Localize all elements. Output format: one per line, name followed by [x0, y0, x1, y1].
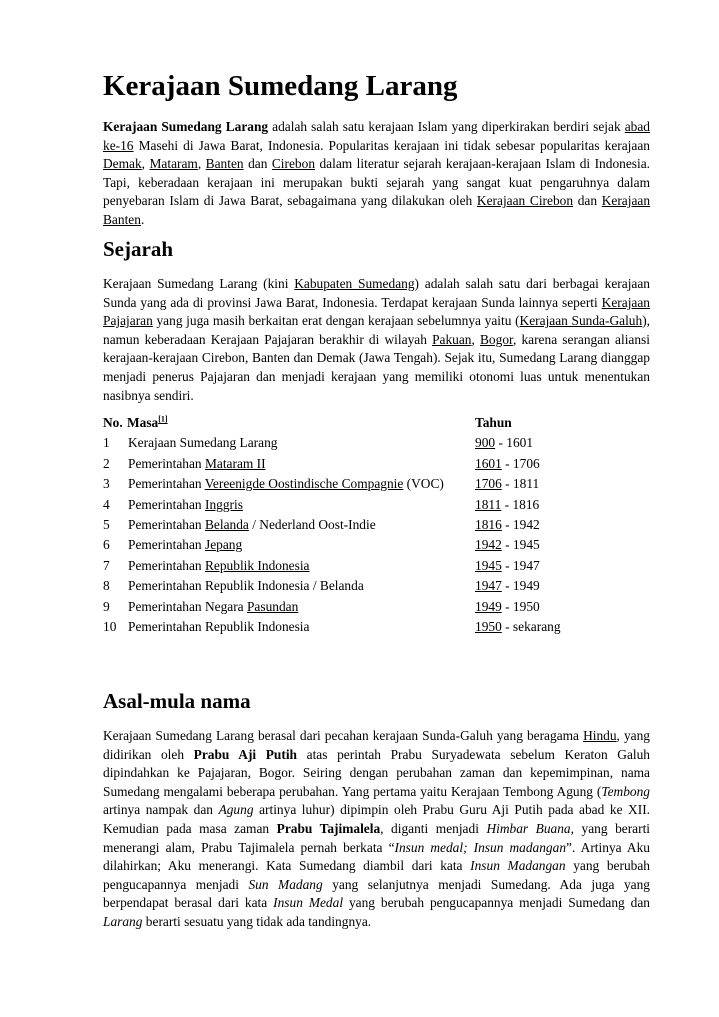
sejarah-paragraph	[103, 275, 650, 405]
sejarah-text: ,	[471, 331, 480, 347]
italic-tembong: Tembong	[601, 783, 650, 799]
heading-sejarah: Sejarah	[103, 237, 173, 261]
row-masa	[128, 535, 242, 555]
row-masa	[128, 576, 364, 596]
link-kerajaan-sunda-galuh[interactable]: Kerajaan Sunda-Galuh	[519, 313, 643, 329]
row-masa	[128, 474, 444, 494]
asal-text: , diganti menjadi	[380, 820, 487, 836]
row-year-link[interactable]: 1811	[475, 496, 502, 512]
italic-agung: Agung	[218, 802, 254, 818]
row-year-end: - 1601	[495, 435, 534, 451]
row-masa-link[interactable]: Mataram II	[204, 455, 266, 471]
row-masa	[128, 433, 277, 453]
row-year-end: - 1950	[501, 598, 540, 614]
row-year-end: - 1945	[501, 537, 540, 553]
row-masa-link[interactable]: Jepang	[204, 537, 243, 553]
row-masa-text: Pemerintahan	[128, 476, 205, 492]
row-tahun	[475, 515, 540, 535]
intro-text: Masehi di Jawa Barat, Indonesia. Popularitas kerajaan ini tidak sebesar popularitas kerajaan	[133, 137, 650, 153]
row-masa-text: Pemerintahan	[128, 496, 205, 512]
asal-text: Kerajaan Sumedang Larang berasal dari pecahan kerajaan Sunda-Galuh yang beragama	[103, 728, 584, 743]
table-row	[103, 515, 663, 535]
row-year-end: - 1942	[501, 516, 540, 532]
row-year-link[interactable]: 1706	[475, 476, 502, 492]
table-row	[103, 556, 663, 576]
link-cirebon[interactable]: Cirebon	[271, 156, 316, 172]
italic-insun-medal: Insun Medal	[273, 895, 344, 911]
italic-larang: Larang	[103, 913, 143, 929]
link-kerajaan-banten[interactable]: Kerajaan Banten	[103, 193, 651, 227]
table-row	[103, 474, 663, 494]
row-masa-text: Pemerintahan	[128, 557, 205, 573]
row-tahun	[475, 495, 539, 515]
row-masa	[128, 617, 309, 637]
link-pakuan[interactable]: Pakuan	[432, 331, 472, 347]
bold-prabu-aji-putih: Prabu Aji Putih	[193, 746, 298, 762]
row-year-link[interactable]: 1949	[475, 598, 502, 614]
asal-text: yang berubah pengucapannya menjadi Sumedang dan	[343, 895, 650, 911]
header-tahun: Tahun	[475, 415, 512, 430]
link-demak[interactable]: Demak	[103, 156, 142, 172]
asal-text: yang selanjutnya menjadi Sumedang. Ada juga yang berpendapat berasal dari kata	[103, 876, 650, 911]
row-masa-suffix: (VOC)	[403, 476, 444, 492]
header-no: No.	[103, 415, 123, 430]
intro-bold-name: Kerajaan Sumedang Larang	[103, 119, 269, 134]
heading-asal-mula-nama: Asal-mula nama	[103, 689, 251, 713]
row-tahun	[475, 556, 540, 576]
row-year-link[interactable]: 900	[475, 435, 496, 451]
asal-text: , yang didirikan oleh	[103, 728, 650, 762]
page-title: Kerajaan Sumedang Larang	[103, 70, 458, 102]
row-no: 9	[103, 598, 110, 614]
row-no: 4	[103, 496, 110, 512]
asal-text: , yang berarti menerangi alam, Prabu Tajimalela pernah berkata “	[103, 820, 651, 855]
row-year-end: - 1816	[501, 496, 540, 512]
table-row	[103, 433, 663, 453]
row-masa	[128, 454, 266, 474]
row-masa-text: Pemerintahan Republik Indonesia	[128, 618, 310, 634]
sejarah-text: , karena serangan aliansi kerajaan-kerajaan Cirebon, Banten dan Demak (Jawa Tengah). Sejak itu, Sumedang Larang dianggap menjadi penerus Pajajaran dan menjadi kerajaan yang memiliki otonomi luas untuk menentukan nasibnya sendiri.	[103, 331, 650, 403]
table-row	[103, 495, 663, 515]
row-masa	[128, 597, 298, 617]
link-mataram[interactable]: Mataram	[149, 156, 198, 172]
row-tahun	[475, 535, 540, 555]
table-row	[103, 597, 663, 617]
row-masa-text: Kerajaan Sumedang Larang	[128, 435, 278, 451]
row-year-end: - sekarang	[501, 618, 561, 634]
row-masa-link[interactable]: Republik Indonesia	[204, 557, 310, 573]
row-masa-text: Pemerintahan Negara	[128, 598, 247, 614]
table-row	[103, 617, 663, 637]
row-tahun	[475, 576, 540, 596]
intro-text: dan	[243, 156, 272, 172]
asal-text: berarti sesuatu yang tidak ada tandingnya.	[142, 913, 372, 929]
asal-paragraph	[103, 727, 650, 932]
intro-text: dalam literatur sejarah kerajaan-kerajaan Islam di Indonesia. Tapi, keberadaan kerajaan ini merupakan bukti sejarah yang sangat kuat pengaruhnya dalam penyebaran Islam di Jawa Barat, sebagaimana yang dilakukan oleh	[103, 156, 651, 209]
row-year-link[interactable]: 1816	[475, 516, 502, 532]
header-masa	[127, 413, 168, 433]
italic-insun-madangan: Insun Madangan	[470, 858, 566, 874]
italic-himbar-buana: Himbar Buana	[486, 820, 571, 836]
header-masa-label: Masa	[127, 415, 159, 430]
link-kerajaan-pajajaran[interactable]: Kerajaan Pajajaran	[103, 294, 650, 329]
row-no: 2	[103, 455, 110, 471]
row-no: 10	[103, 618, 117, 634]
row-masa	[128, 515, 376, 535]
intro-text: ,	[197, 156, 206, 172]
link-abad-ke-16[interactable]: abad ke-16	[103, 119, 650, 153]
row-no: 8	[103, 578, 110, 594]
row-masa	[128, 556, 310, 576]
link-kabupaten-sumedang[interactable]: Kabupaten Sumedang	[294, 276, 415, 291]
table-row	[103, 454, 663, 474]
intro-text: adalah salah satu kerajaan Islam yang diperkirakan berdiri sejak	[268, 119, 625, 134]
row-masa-text: Pemerintahan	[128, 516, 205, 532]
row-no: 3	[103, 476, 110, 492]
asal-text: atas perintah Prabu Suryadewata sebelum Keraton Galuh dipindahkan ke Pajajaran, Bogor. Seiring dengan perubahan zaman dan kepemimpinan, nama Sumedang mengalami beberapa perubahan. Yang pertama yaitu Kerajaan Tembong Agung (	[103, 746, 650, 799]
row-tahun	[475, 617, 561, 637]
sejarah-text: ), namun keberadaan Kerajaan Pajajaran berakhir di wilayah	[103, 313, 650, 347]
intro-text: .	[140, 211, 145, 227]
footnote-link[interactable]: [1]	[158, 414, 168, 424]
period-table	[103, 413, 663, 637]
table-row	[103, 576, 663, 596]
link-bogor[interactable]: Bogor	[480, 331, 513, 347]
asal-text: artinya nampak dan	[103, 802, 219, 818]
row-year-link[interactable]: 1947	[475, 578, 502, 594]
row-masa-link[interactable]: Belanda	[204, 516, 249, 532]
row-masa-link[interactable]: Inggris	[204, 496, 243, 512]
row-tahun	[475, 454, 540, 474]
row-no: 6	[103, 537, 110, 553]
italic-insun-quote: Insun medal; Insun madangan	[394, 839, 567, 855]
row-year-link[interactable]: 1942	[475, 537, 502, 553]
row-masa-text: Pemerintahan	[128, 455, 205, 471]
row-masa	[128, 495, 243, 515]
row-no: 5	[103, 516, 110, 532]
link-banten[interactable]: Banten	[205, 156, 244, 172]
row-year-link[interactable]: 1945	[475, 557, 502, 573]
sejarah-text: yang juga masih berkaitan erat dengan kerajaan sebelumnya yaitu (	[152, 313, 520, 329]
italic-sun-madang: Sun Madang	[248, 876, 323, 892]
row-masa-link[interactable]: Vereenigde Oostindische Compagnie	[204, 476, 404, 492]
row-year-link[interactable]: 1950	[475, 618, 502, 634]
row-year-link[interactable]: 1601	[475, 455, 502, 471]
row-year-end: - 1947	[501, 557, 540, 573]
asal-text: ”. Artinya Aku dilahirkan; Aku menerangi. Kata Sumedang diambil dari kata	[103, 839, 650, 874]
sejarah-text: Kerajaan Sumedang Larang (kini	[103, 276, 295, 291]
row-masa-suffix: / Nederland Oost-Indie	[248, 516, 376, 532]
link-hindu[interactable]: Hindu	[583, 728, 617, 743]
row-tahun	[475, 597, 540, 617]
intro-text: dan	[573, 193, 602, 209]
row-tahun	[475, 433, 533, 453]
asal-text: artinya luhur) dipimpin oleh Prabu Guru Aji Putih pada abad ke XII. Kemudian pada masa zaman	[103, 802, 650, 836]
intro-text: ,	[141, 156, 150, 172]
row-masa-link[interactable]: Pasundan	[246, 598, 299, 614]
intro-paragraph	[103, 118, 650, 230]
row-year-end: - 1706	[501, 455, 540, 471]
bold-prabu-tajimalela: Prabu Tajimalela	[276, 820, 381, 836]
row-masa-text: Pemerintahan	[128, 537, 205, 553]
table-row	[103, 535, 663, 555]
table-header-row	[103, 413, 663, 433]
row-tahun	[475, 474, 539, 494]
row-year-end: - 1811	[501, 476, 540, 492]
row-no: 7	[103, 557, 110, 573]
link-kerajaan-cirebon[interactable]: Kerajaan Cirebon	[476, 193, 574, 209]
sejarah-text: ) adalah salah satu dari berbagai kerajaan Sunda yang ada di provinsi Jawa Barat, Indonesia. Terdapat kerajaan Sunda lainnya seperti	[103, 276, 650, 310]
row-no: 1	[103, 435, 110, 451]
row-masa-text: Pemerintahan Republik Indonesia / Belanda	[128, 578, 364, 594]
asal-text: yang berubah pengucapannya menjadi	[103, 858, 650, 892]
row-year-end: - 1949	[501, 578, 540, 594]
